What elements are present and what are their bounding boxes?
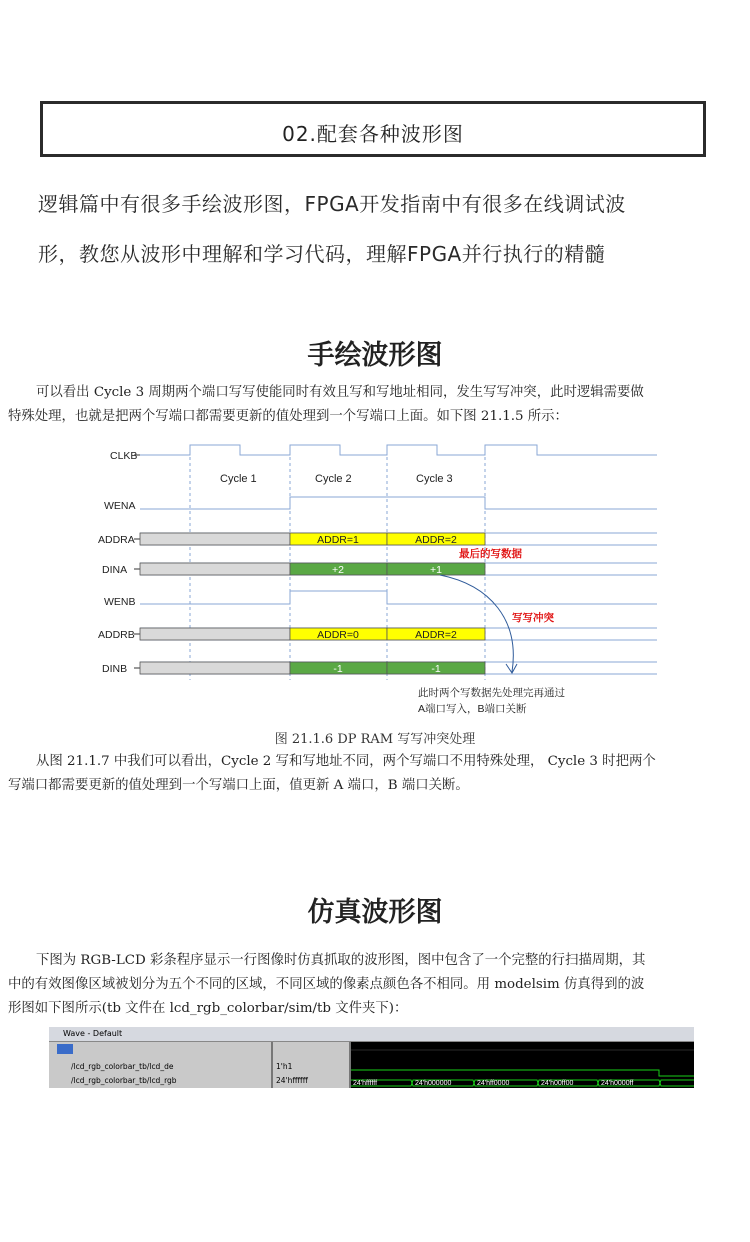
wave-signal-value: 24'hffffff [276, 1076, 308, 1085]
sim-para-2: 中的有效图像区域被划分为五个不同的区域，不同区域的像素点颜色各不相同。用 modelsim 仿真得到的波 [8, 977, 645, 992]
wave-segment: 24'h0000ff [601, 1080, 634, 1087]
wave-title: Wave - Default [63, 1029, 123, 1038]
timing-diagram [0, 435, 750, 725]
intro-line-1: 逻辑篇中有很多手绘波形图，FPGA开发指南中有很多在线调试波 [38, 192, 626, 216]
wave-signal-values [273, 1042, 351, 1088]
after-para-2: 写端口都需要更新的值处理到一个写端口上面，值更新 A 端口，B 端口关断。 [8, 778, 469, 793]
conflict-arrow [440, 575, 513, 672]
addra-value: ADDR=2 [415, 534, 457, 546]
signal-label: ADDRB [98, 629, 135, 641]
simulation-heading: 仿真波形图 [307, 897, 443, 928]
hand-drawn-para-1: 可以看出 Cycle 3 周期两个端口写写使能同时有效且写和写地址相同，发生写写冲突，此时逻辑需要做 [36, 385, 644, 400]
conflict-note: 写写冲突 [512, 612, 554, 624]
cycle-label: Cycle 3 [416, 473, 453, 485]
wave-segment: 24'hff0000 [477, 1080, 510, 1087]
last-write-note: 最后的写数据 [459, 548, 522, 560]
addrb-value: ADDR=0 [317, 629, 359, 641]
signal-label: ADDRA [98, 534, 135, 546]
signal-label: CLKB [110, 450, 138, 462]
wave-signal-value: 1'h1 [276, 1062, 293, 1071]
cycle-label: Cycle 1 [220, 473, 257, 485]
section-title-box [40, 101, 706, 157]
wave-traces [351, 1042, 694, 1088]
wave-segment: 24'hffffff [353, 1080, 378, 1087]
bottom-note-1: 此时两个写数据先处理完再通过 [418, 687, 565, 699]
wave-signal-name[interactable]: /lcd_rgb_colorbar_tb/lcd_de [71, 1062, 174, 1071]
wave-signal-names [49, 1042, 273, 1088]
cycle-label: Cycle 2 [315, 473, 352, 485]
dinb-value: -1 [431, 663, 441, 675]
addrb-value: ADDR=2 [415, 629, 457, 641]
sim-para-1: 下图为 RGB-LCD 彩条程序显示一行图像时仿真抓取的波形图，图中包含了一个完整的行扫描周期，其 [36, 953, 646, 968]
dinb-value: -1 [333, 663, 343, 675]
wave-signal-name[interactable]: /lcd_rgb_colorbar_tb/lcd_rgb [71, 1076, 177, 1085]
wave-title-bar [49, 1027, 694, 1042]
wave-diamond-icon[interactable] [57, 1044, 73, 1054]
bottom-note-2: A端口写入，B端口关断 [418, 703, 527, 715]
dina-value: +2 [332, 564, 344, 576]
signal-label: DINB [102, 663, 128, 675]
addra-value: ADDR=1 [317, 534, 359, 546]
modelsim-wave-window [49, 1027, 694, 1088]
section-title: 02.配套各种波形图 [282, 122, 464, 146]
hand-drawn-heading: 手绘波形图 [307, 340, 443, 371]
sim-para-3: 形图如下图所示(tb 文件在 lcd_rgb_colorbar/sim/tb 文件夹下)： [8, 1001, 408, 1016]
signal-label: WENB [104, 596, 136, 608]
intro-line-2: 形，教您从波形中理解和学习代码，理解FPGA并行执行的精髓 [38, 242, 606, 266]
wave-segment: 24'h000000 [415, 1080, 452, 1087]
signal-label: DINA [102, 564, 128, 576]
signal-label: WENA [104, 500, 136, 512]
after-para-1: 从图 21.1.7 中我们可以看出，Cycle 2 写和写地址不同，两个写端口不用特殊处理， Cycle 3 时把两个 [36, 754, 656, 769]
dina-value: +1 [430, 564, 442, 576]
figure-caption: 图 21.1.6 DP RAM 写写冲突处理 [274, 732, 476, 747]
hand-drawn-para-2: 特殊处理，也就是把两个写端口都需要更新的值处理到一个写端口上面。如下图 21.1.5 所示： [8, 409, 568, 424]
wave-segment: 24'h00ff00 [541, 1080, 574, 1087]
